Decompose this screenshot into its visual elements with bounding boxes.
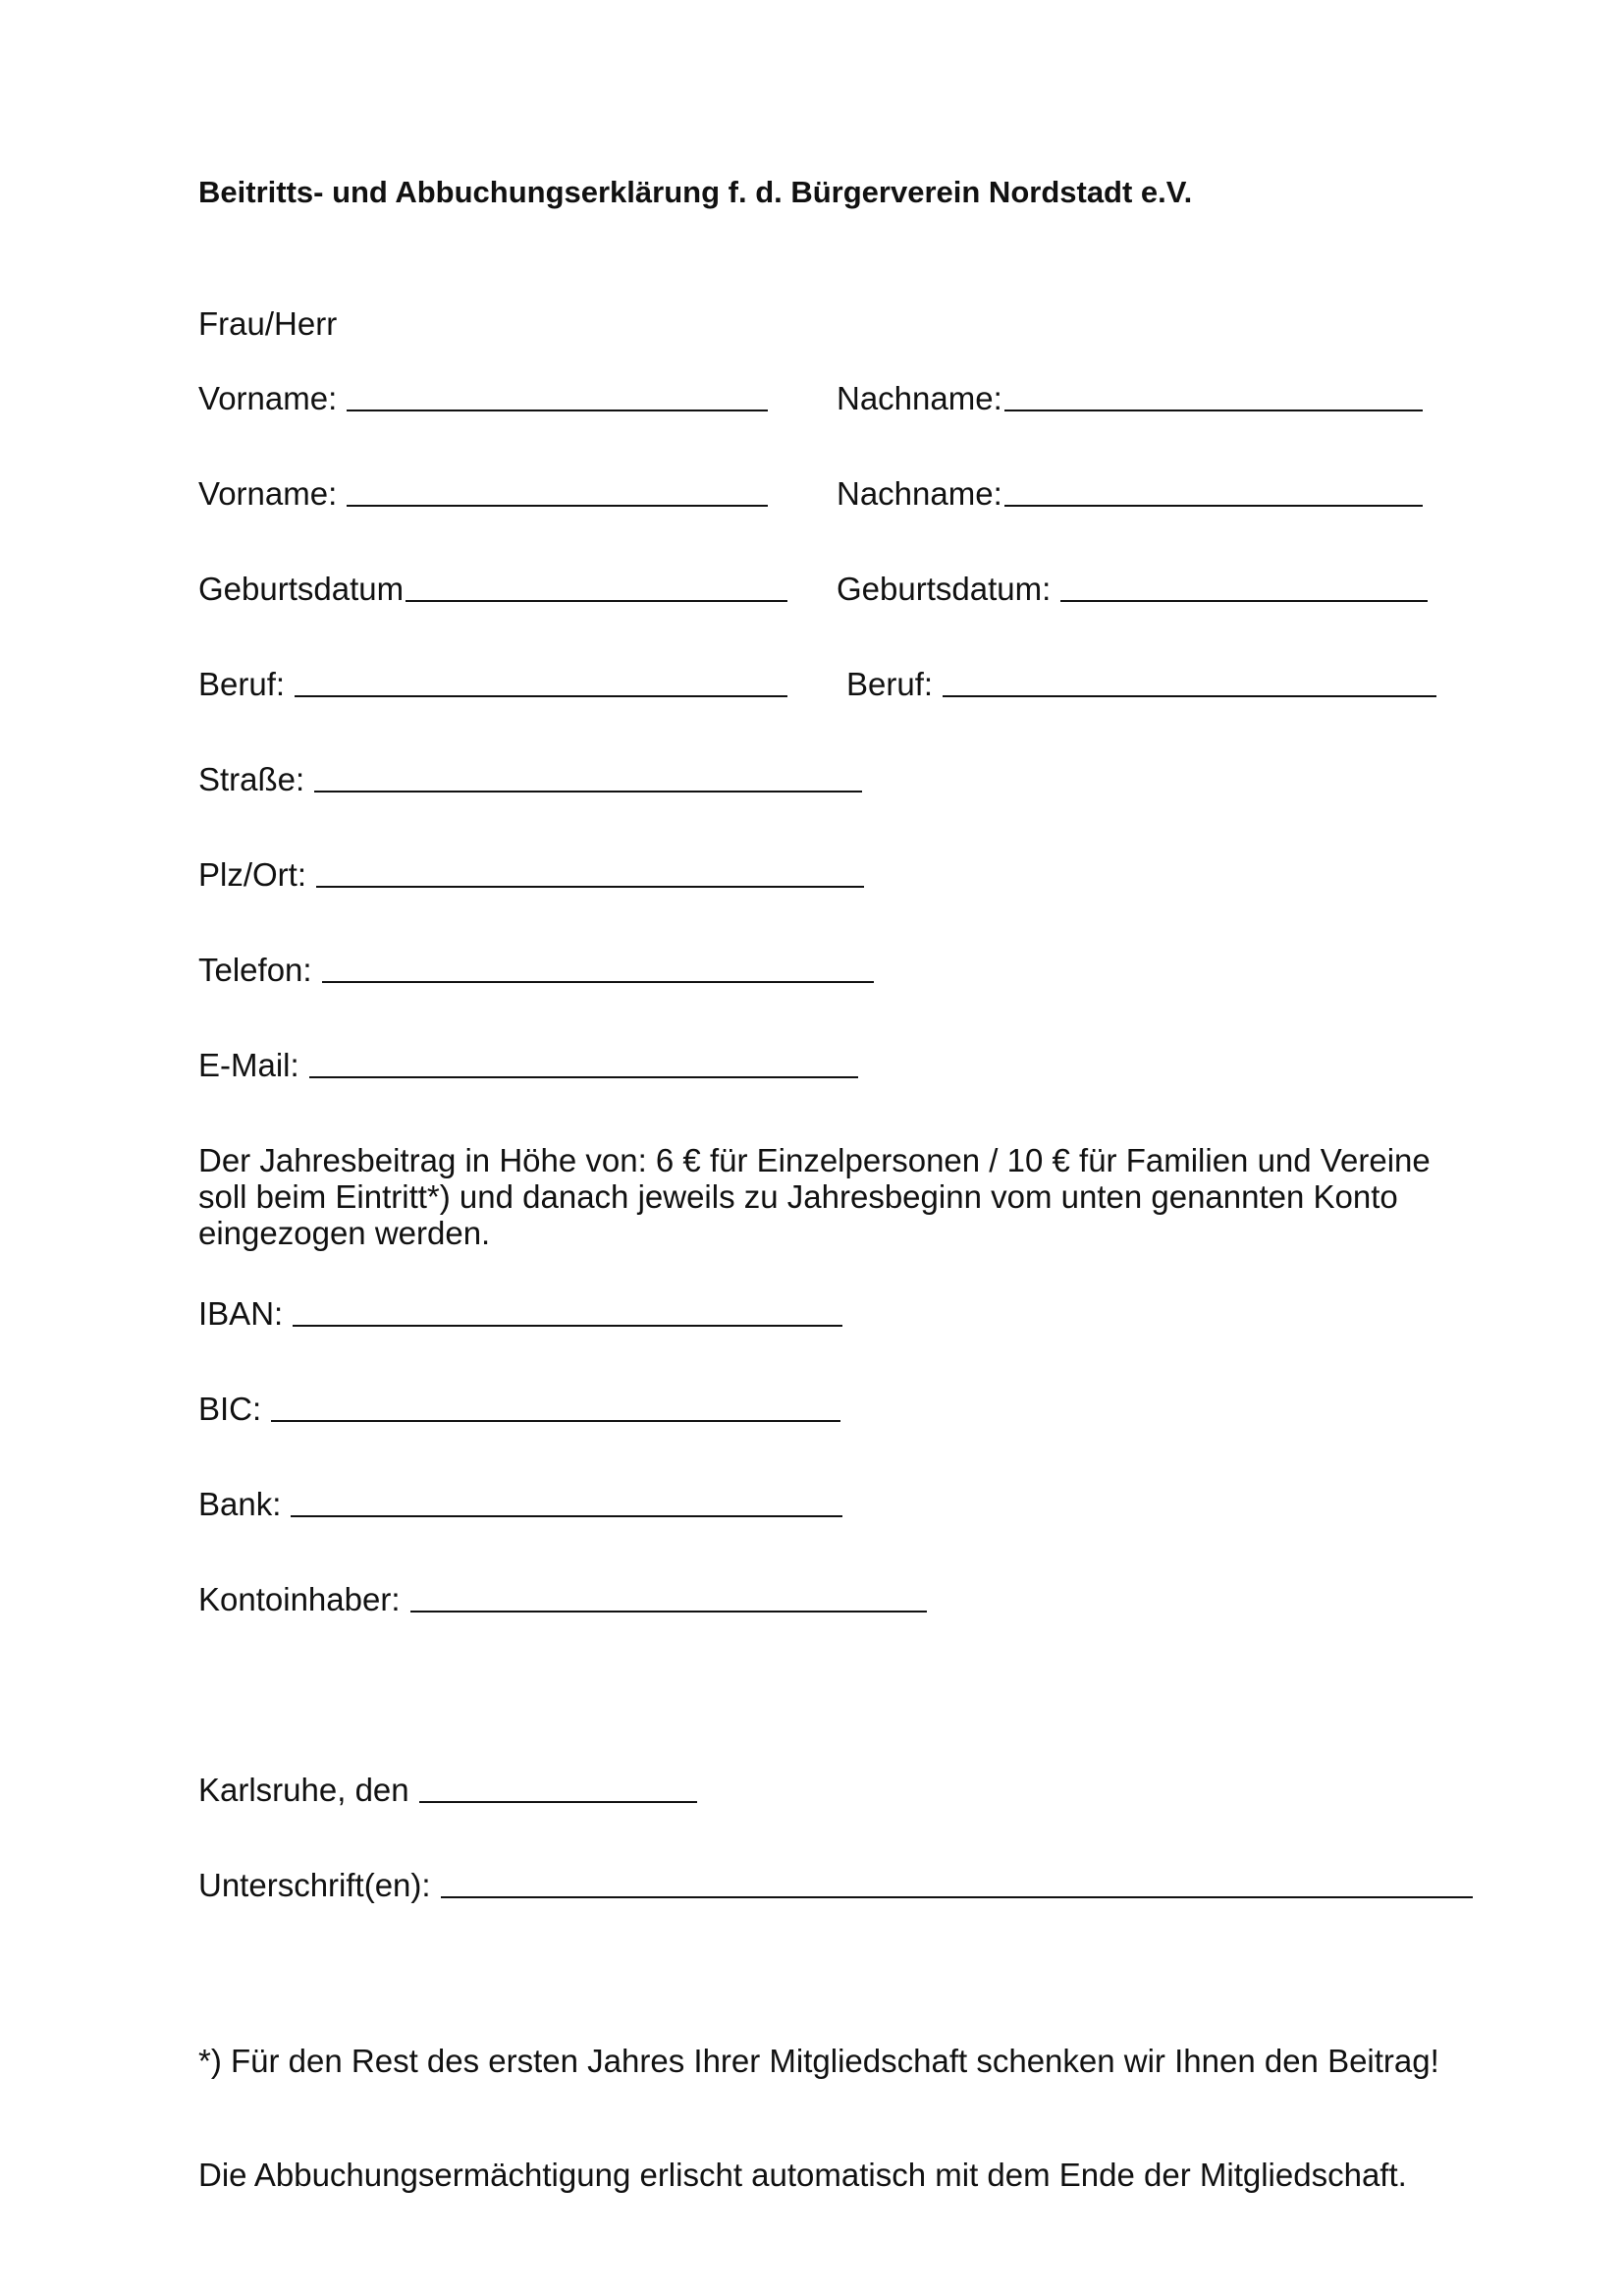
- account-holder-line[interactable]: [410, 1581, 928, 1613]
- fee-line-1: Der Jahresbeitrag in Höhe von: 6 € für Einzelpersonen / 10 € für Familien und Vereine: [198, 1142, 1431, 1178]
- account-holder-label: Kontoinhaber:: [198, 1581, 401, 1617]
- fee-paragraph: [198, 1142, 1475, 1251]
- phone-line[interactable]: [322, 952, 874, 983]
- profession-field-2[interactable]: [846, 665, 1436, 704]
- footnote: *) Für den Rest des ersten Jahres Ihrer Mitgliedschaft schenken wir Ihnen den Beitrag!: [198, 2043, 1439, 2079]
- birthdate-label-2: Geburtsdatum:: [837, 571, 1052, 607]
- last-name-field-2[interactable]: [837, 474, 1423, 514]
- profession-label-2: Beruf:: [846, 666, 934, 702]
- zip-city-field[interactable]: [198, 855, 864, 895]
- first-name-field-2[interactable]: [198, 474, 768, 514]
- phone-field[interactable]: [198, 951, 874, 990]
- profession-line-2[interactable]: [943, 666, 1436, 697]
- place-date-label: Karlsruhe, den: [198, 1772, 409, 1808]
- last-name-line[interactable]: [1004, 380, 1423, 411]
- signature-field[interactable]: [198, 1866, 1473, 1905]
- bic-label: BIC:: [198, 1391, 262, 1427]
- street-field[interactable]: [198, 760, 862, 799]
- street-label: Straße:: [198, 761, 305, 797]
- birthdate-line-2[interactable]: [1060, 571, 1428, 602]
- zip-city-line[interactable]: [316, 856, 864, 888]
- street-line[interactable]: [314, 761, 862, 793]
- birthdate-label: Geburtsdatum: [198, 571, 405, 607]
- birthdate-field-1[interactable]: [198, 570, 787, 609]
- first-name-label-2: Vorname:: [198, 475, 338, 512]
- email-line[interactable]: [309, 1047, 858, 1078]
- fee-line-3: eingezogen werden.: [198, 1215, 491, 1251]
- place-date-line[interactable]: [419, 1772, 697, 1803]
- fee-line-2: soll beim Eintritt*) und danach jeweils zu Jahresbeginn vom unten genannten Konto: [198, 1178, 1398, 1215]
- first-name-field-1[interactable]: [198, 379, 768, 418]
- profession-label: Beruf:: [198, 666, 286, 702]
- iban-field[interactable]: [198, 1294, 842, 1334]
- profession-field-1[interactable]: [198, 665, 787, 704]
- last-name-line-2[interactable]: [1004, 475, 1423, 507]
- first-name-label: Vorname:: [198, 380, 338, 416]
- bank-label: Bank:: [198, 1486, 282, 1522]
- bank-line[interactable]: [291, 1486, 842, 1517]
- email-field[interactable]: [198, 1046, 858, 1085]
- phone-label: Telefon:: [198, 952, 312, 988]
- place-date-field[interactable]: [198, 1771, 697, 1810]
- birthdate-field-2[interactable]: [837, 570, 1428, 609]
- signature-label: Unterschrift(en):: [198, 1867, 431, 1903]
- email-label: E-Mail:: [198, 1047, 299, 1083]
- iban-line[interactable]: [293, 1295, 842, 1327]
- bank-field[interactable]: [198, 1485, 842, 1524]
- zip-city-label: Plz/Ort:: [198, 856, 307, 893]
- form-title: Beitritts- und Abbuchungserklärung f. d. Bürgerverein Nordstadt e.V.: [198, 175, 1193, 209]
- last-name-label-2: Nachname:: [837, 475, 1002, 512]
- account-holder-field[interactable]: [198, 1580, 927, 1619]
- first-name-line-2[interactable]: [347, 475, 768, 507]
- signature-line[interactable]: [441, 1867, 1473, 1898]
- last-name-label: Nachname:: [837, 380, 1002, 416]
- birthdate-line[interactable]: [406, 571, 787, 602]
- first-name-line[interactable]: [347, 380, 768, 411]
- salutation-label: Frau/Herr: [198, 305, 338, 342]
- last-name-field-1[interactable]: [837, 379, 1423, 418]
- bic-field[interactable]: [198, 1390, 840, 1429]
- profession-line[interactable]: [295, 666, 787, 697]
- bic-line[interactable]: [271, 1391, 840, 1422]
- iban-label: IBAN:: [198, 1295, 284, 1332]
- closing-note: Die Abbuchungsermächtigung erlischt automatisch mit dem Ende der Mitgliedschaft.: [198, 2157, 1407, 2193]
